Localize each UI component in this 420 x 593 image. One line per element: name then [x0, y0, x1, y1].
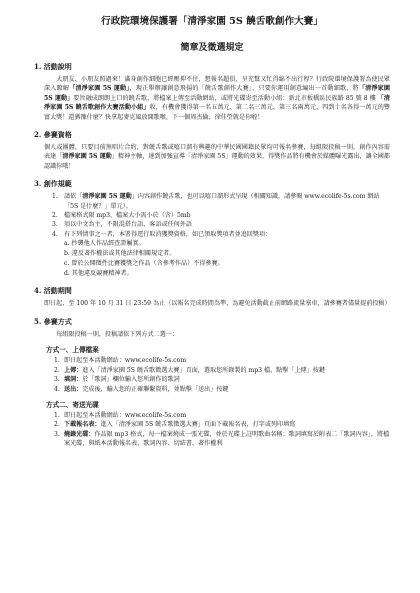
text-run-bold: 送出： — [64, 385, 83, 393]
text-run: 即日起至本活動網站：www.ecolife-5s.com — [64, 357, 187, 365]
text-run: ，現正舉辦讓創意飛揚的「饒舌歌創作大賽」，只要你運用創意編出一首動細歌，將 — [129, 85, 359, 93]
item-number: 1. — [54, 411, 60, 419]
item-number: 4. — [52, 230, 58, 238]
text-run-bold: 「清淨家園 5S 運動」 — [69, 85, 130, 93]
text-run-bold: 清淨家園 5S 運動 — [82, 193, 132, 201]
item-number: 2. — [54, 421, 60, 429]
text-run: 於「歌詞」欄位輸入您所創作的歌詞 — [82, 376, 180, 384]
item-number: 2. — [54, 366, 60, 374]
list-item — [54, 366, 390, 375]
document-subtitle: 簡章及徵選規定 — [180, 43, 244, 53]
text-run: 要旨融成朗朗上口的饒舌歌，將檔案上傳至活動網站，或將光碟寄至活動小組：新北市板橋區民族路 85 號 8 樓 — [73, 94, 378, 102]
text-run: 個人或團體，只要目前無唱片合約，對饒舌歌或嘻口溜有興趣的中華民國國籍民眾均可報名參賽，每組限投稿一則。創作內容需表達「 — [44, 144, 390, 161]
item-number: 2. — [52, 212, 58, 220]
item-text: 有下列情事之一者，本署得逕行取消獲獎資格，如已領取獎項者並追回獎項： — [64, 230, 272, 238]
entry-intro: 每組限投稿一則，投稿請依下列方式二選一： — [56, 330, 179, 338]
section-heading-eligibility: 2. 參賽資格 — [34, 130, 72, 140]
item-number: 4. — [54, 385, 60, 393]
list-item: c. 曾於公開徵件比賽獲獎之作品（含參考作品）不得參賽。 — [64, 259, 224, 267]
text-run: 大朋友、小朋友照過來！滿身創作細胞已經壓抑不住，想報名超俱，呈充幫又忙得綿不出行程？行政院環境保護署為使民眾深入瞭解 — [44, 76, 390, 93]
eligibility-description — [44, 143, 390, 171]
text-run-bold: 「清淨家園 5S 饒舌歌創作大賽活動小組」 — [44, 94, 391, 112]
text-run-bold: 下載報名表： — [64, 421, 101, 429]
item-number: 1. — [52, 193, 58, 201]
method-two-steps — [54, 411, 390, 449]
text-run: 即日起至本活動網站：www.ecolife-5s.com — [64, 411, 187, 419]
rules-list — [52, 192, 390, 239]
section-heading-rules: 3. 創作規範 — [34, 179, 72, 189]
disqualification-list — [64, 239, 390, 278]
section-heading-entry-method: 5. 參賽方式 — [34, 316, 72, 326]
list-item: d. 其他違反競賽精神者。 — [64, 269, 133, 277]
text-run-bold: 燒錄光碟： — [64, 430, 95, 438]
list-item: a. 抄襲他人作品經查證屬實。 — [64, 240, 145, 248]
text-run: 進入「清淨家園 5S 饒舌歌徵選大賽」頁面，選取您所錄製的 mp3 檔，點擊「上傳」按鍵 — [82, 366, 325, 374]
document-title: 行政院環境保護署「清淨家園 5S 饒舌歌創作大賽」 — [101, 16, 323, 27]
activity-description — [44, 75, 390, 122]
text-run: 」精神主軸，達到加強宣導「清淨家園 5S」運動的效果，得獎作品將有機會於媒體曝光露出，讓全國都認識你哦！ — [44, 153, 390, 170]
list-item — [54, 385, 390, 394]
item-number: 3. — [54, 430, 60, 438]
section-heading-activity: 1. 活動說明 — [34, 62, 72, 71]
text-run-bold: 填詞： — [64, 376, 83, 384]
list-item — [52, 230, 390, 239]
text-run: 完成後，輸入您的正確聯繫資料，並點擊「送出」按鍵 — [82, 385, 229, 393]
list-item — [54, 420, 390, 429]
list-item — [52, 220, 390, 229]
list-item — [54, 430, 390, 449]
method-one-heading: 方式一、上傳檔案 — [46, 346, 99, 355]
section-heading-period: 4. 活動期間 — [34, 286, 72, 296]
text-run-bold: 上傳： — [64, 366, 83, 374]
item-number: 1. — [54, 357, 60, 365]
item-number: 3. — [52, 221, 58, 229]
text-run: 收，有機會獲得第一名五萬元、第二名三萬元、第三名兩萬元，四到十名各得一萬元的豐富大獎！還猶豫什麼？快拿起麥克風放開歌喉，下一個周杰倫、徐佳瑩就是你啦！ — [44, 104, 390, 121]
list-item — [52, 211, 390, 220]
item-text: 檔案格式限 mp3，檔案大小需小於（含）5mb — [64, 212, 191, 220]
method-two-heading: 方式二、寄送光碟 — [46, 400, 99, 409]
method-one-steps — [54, 356, 390, 394]
list-item — [54, 375, 390, 384]
text-run: 進入「清淨家園 5S 饒舌歌徵選大賽」頁面下載報名表，打字或列印填寫 — [100, 421, 296, 429]
text-run-bold: 「清淨家園 5S 運動」 — [44, 85, 391, 102]
list-item — [52, 192, 390, 211]
text-run-bold: 清淨家園 5S 運動 — [62, 153, 112, 161]
period-description: 即日起，至 100 年 10 月 31 日 23:59 為止（以報名完成時間為準，為避免活動截止前網路流量塞車，請參賽者儘量提前投稿） — [44, 300, 391, 308]
text-run: 作品限 mp3 格式，每一檔案燒成一張光碟，並於光碟上註明歌曲名稱；歌詞填寫於附表二「歌詞內容」，將檔案光碟，與紙本活動報名表、歌詞內容、切結書、著作權利 — [64, 430, 390, 448]
list-item — [54, 411, 390, 420]
item-number: 3. — [54, 376, 60, 384]
list-item: b. 違反著作權法或其他法律相關規定者。 — [64, 250, 176, 258]
item-text: 須以中文為主，不限混搭台語、客語或任何外語 — [64, 221, 192, 229]
list-item — [54, 356, 390, 365]
text-run: 」內容創作饒舌歌，也可以嘻口溜形式呈現（相關知識，請參閱 www.ecolife-5s.com 網站「5S 是什麼？」單元）。 — [64, 193, 380, 210]
text-run: 請依「 — [64, 193, 83, 201]
